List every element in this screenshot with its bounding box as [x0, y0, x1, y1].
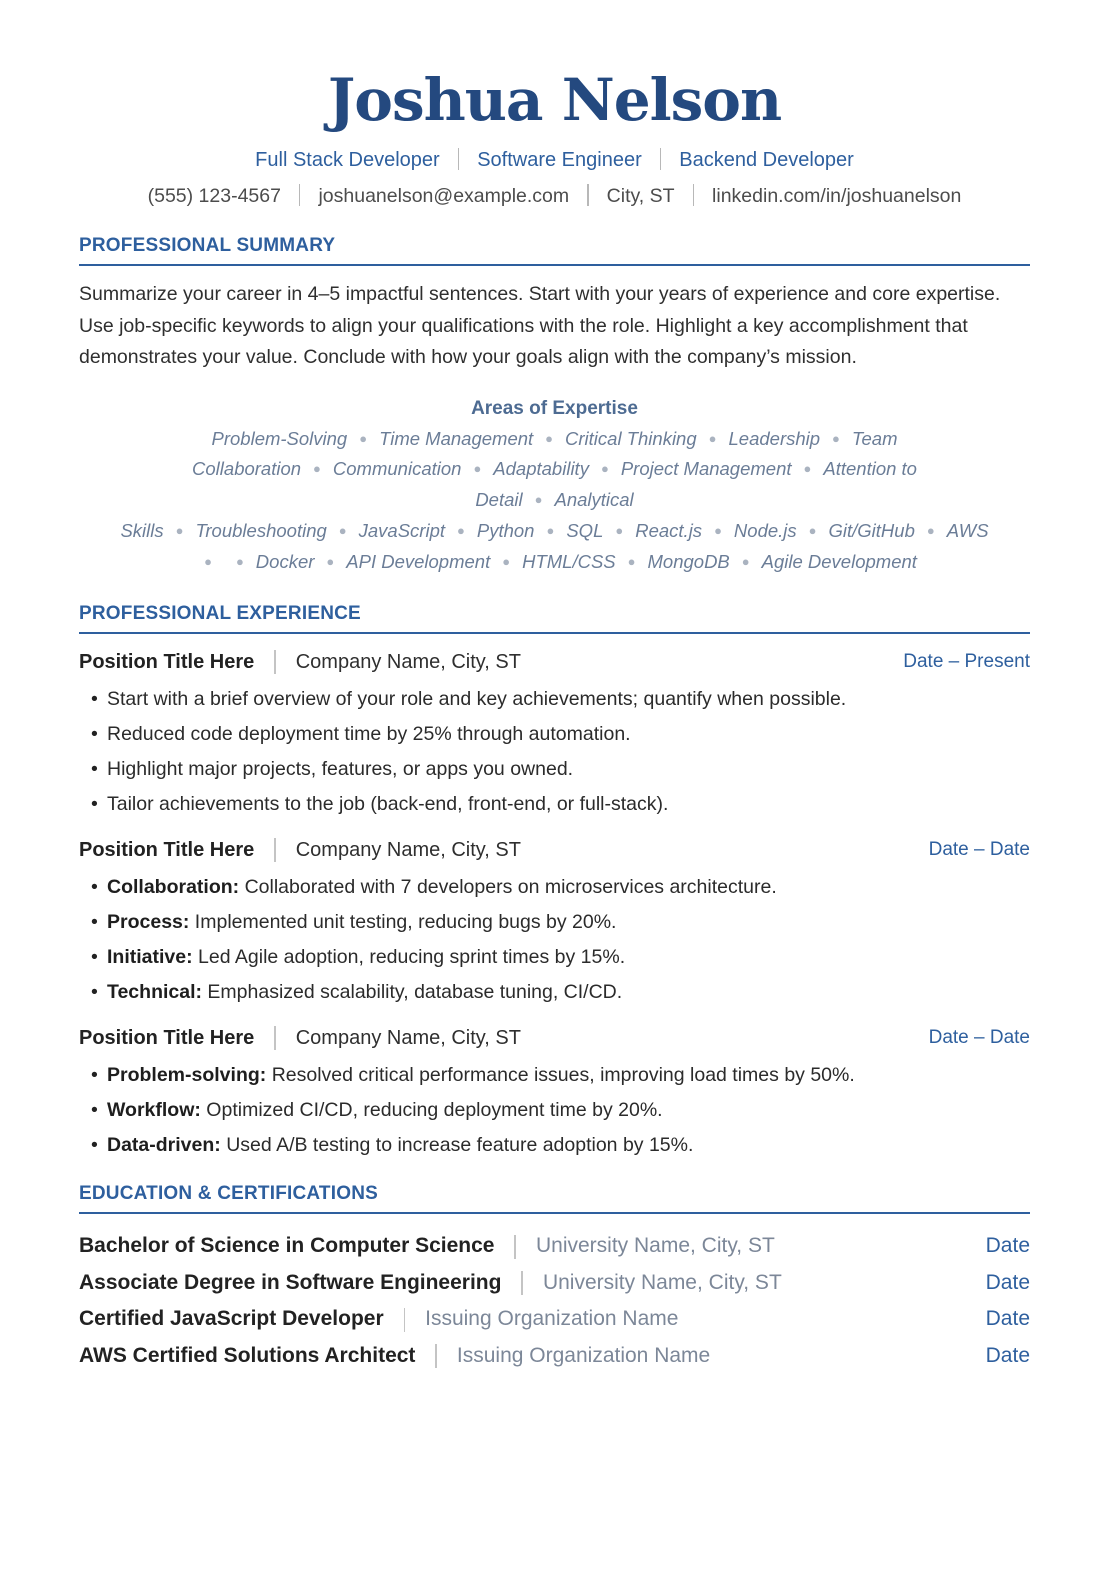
job-bullet: [79, 787, 1030, 822]
bullet-label: Workflow:: [107, 1099, 201, 1122]
bullet-text: Tailor achievements to the job (back-end, front-end, or full-stack).: [107, 793, 669, 816]
education-degree: AWS Certified Solutions Architect: [79, 1343, 416, 1367]
bullet-label: Data-driven:: [107, 1134, 221, 1157]
expertise-line: [79, 516, 1030, 547]
bullet-text: Highlight major projects, features, or apps you owned.: [107, 758, 574, 781]
expertise-item: Docker: [255, 550, 315, 572]
expertise-item: Python: [476, 519, 535, 541]
divider: [299, 184, 301, 206]
expertise-item: AWS: [946, 519, 989, 541]
expertise-item: Attention to: [823, 458, 917, 480]
bullet-separator: ●: [204, 553, 212, 569]
bullet-separator: ●: [534, 492, 543, 508]
bullet-separator: ●: [808, 522, 817, 538]
section-heading-education: EDUCATION & CERTIFICATIONS: [79, 1183, 1030, 1214]
job-bullet: [79, 905, 1030, 940]
job-header: [79, 648, 1030, 676]
bullet-text: Led Agile adoption, reducing sprint times by 15%.: [192, 946, 626, 969]
expertise-item: Agile Development: [761, 550, 917, 572]
summary-text: Summarize your career in 4–5 impactful sentences. Start with your years of experience and core expertise. Use job-specific keywords to align your qualifications with the role. Highlight a key accomplishment that demonstrates your value. Conclude with how your goals align with the company’s mission.: [79, 283, 1001, 368]
bullet-separator: ●: [803, 461, 812, 477]
expertise-item: SQL: [566, 519, 604, 541]
education-entry: [79, 1265, 1030, 1302]
bullet-separator: ●: [175, 522, 184, 538]
divider: [458, 148, 460, 170]
bullet-separator: ●: [473, 461, 482, 477]
job-bullets: [79, 682, 1030, 822]
expertise-item: JavaScript: [358, 519, 446, 541]
divider: [435, 1344, 437, 1368]
email-address[interactable]: joshuanelson@example.com: [318, 185, 570, 207]
education-date: Date: [985, 1343, 1030, 1367]
linkedin-link[interactable]: linkedin.com/in/joshuanelson: [712, 185, 962, 207]
bullet-separator: ●: [600, 461, 609, 477]
job-entry: [79, 648, 1030, 822]
divider: [274, 1026, 276, 1050]
expertise-item: Troubleshooting: [195, 519, 327, 541]
expertise-line: [79, 454, 1030, 485]
job-bullet: [79, 975, 1030, 1010]
job-entry: [79, 836, 1030, 1010]
job-titles: [79, 146, 1030, 174]
bullet-text: Emphasized scalability, database tuning, CI/CD.: [202, 981, 623, 1004]
bullet-separator: ●: [741, 553, 750, 569]
expertise-item: Communication: [332, 458, 462, 480]
expertise-item: API Development: [346, 550, 491, 572]
company-name: Company Name, City, ST: [295, 839, 521, 862]
expertise-item: Node.js: [733, 519, 797, 541]
expertise-item: MongoDB: [647, 550, 730, 572]
candidate-name: Joshua Nelson: [327, 66, 782, 134]
job-bullet: [79, 940, 1030, 975]
education-school: Issuing Organization Name: [456, 1343, 711, 1367]
bullet-label: Problem-solving:: [107, 1064, 267, 1087]
bullet-text: Start with a brief overview of your role and key achievements; quantify when possible.: [107, 688, 847, 711]
section-heading-experience: PROFESSIONAL EXPERIENCE: [79, 603, 1030, 634]
divider: [514, 1235, 516, 1259]
education-date: Date: [985, 1234, 1030, 1258]
expertise-item: Team: [851, 427, 898, 449]
bullet-separator: ●: [714, 522, 722, 538]
expertise-item: Problem-Solving: [211, 427, 348, 449]
education-entry: [79, 1228, 1030, 1265]
expertise-heading: Areas of Expertise: [471, 397, 638, 419]
bullet-separator: ●: [832, 430, 840, 446]
job-bullet: [79, 870, 1030, 905]
expertise-list: [79, 424, 1030, 578]
location: City, ST: [606, 185, 675, 207]
divider: [587, 184, 589, 206]
bullet-separator: ●: [457, 522, 465, 538]
bullet-separator: ●: [615, 522, 624, 538]
job-header: [79, 1024, 1030, 1052]
contact-info: [79, 182, 1030, 210]
bullet-separator: ●: [235, 553, 244, 569]
job-bullet: [79, 752, 1030, 787]
company-name: Company Name, City, ST: [295, 1027, 521, 1050]
company-name: Company Name, City, ST: [295, 651, 521, 674]
job-bullet: [79, 682, 1030, 717]
section-heading-summary: PROFESSIONAL SUMMARY: [79, 235, 1030, 266]
expertise-line: [79, 424, 1030, 455]
divider: [274, 838, 276, 862]
education-entry: [79, 1301, 1030, 1338]
job-bullet: [79, 717, 1030, 752]
job-bullets: [79, 870, 1030, 1010]
phone-number: (555) 123-4567: [147, 185, 281, 207]
expertise-item: Collaboration: [192, 458, 302, 480]
bullet-label: Initiative:: [107, 946, 193, 969]
expertise-item: Adaptability: [493, 458, 589, 480]
divider: [274, 650, 276, 674]
bullet-label: Technical:: [107, 981, 202, 1004]
job-bullet: [79, 1093, 1030, 1128]
divider: [404, 1308, 406, 1332]
bullet-text: Optimized CI/CD, reducing deployment time by 20%.: [200, 1099, 663, 1122]
bullet-separator: ●: [313, 461, 321, 477]
bullet-text: Used A/B testing to increase feature adoption by 15%.: [220, 1134, 694, 1157]
job-bullets: [79, 1058, 1030, 1163]
bullet-separator: ●: [627, 553, 636, 569]
expertise-item: Git/GitHub: [828, 519, 915, 541]
job-date: Date – Date: [928, 839, 1030, 861]
job-title: Position Title Here: [79, 839, 255, 862]
job-entry: [79, 1024, 1030, 1163]
education-school: University Name, City, ST: [535, 1234, 775, 1258]
education-school: Issuing Organization Name: [425, 1307, 679, 1331]
expertise-item: Analytical: [554, 489, 634, 511]
job-title-3: Backend Developer: [679, 149, 854, 171]
job-title: Position Title Here: [79, 1027, 255, 1050]
education-school: University Name, City, ST: [542, 1270, 782, 1294]
bullet-separator: ●: [546, 522, 555, 538]
job-bullet: [79, 1128, 1030, 1163]
bullet-separator: ●: [926, 522, 935, 538]
education-degree: Certified JavaScript Developer: [79, 1307, 384, 1331]
job-date: Date – Date: [928, 1027, 1030, 1049]
expertise-item: Critical Thinking: [565, 427, 697, 449]
job-bullet: [79, 1058, 1030, 1093]
expertise-line: [79, 547, 1030, 578]
job-title-1: Full Stack Developer: [255, 149, 440, 171]
education-degree: Associate Degree in Software Engineering: [79, 1270, 502, 1294]
divider: [660, 148, 662, 170]
expertise-item: HTML/CSS: [522, 550, 616, 572]
bullet-separator: ●: [338, 522, 347, 538]
job-date: Date – Present: [903, 651, 1030, 673]
bullet-label: Collaboration:: [107, 876, 240, 899]
expertise-item: Leadership: [728, 427, 821, 449]
expertise-line: [79, 485, 1030, 516]
bullet-separator: ●: [708, 430, 717, 446]
bullet-text: Resolved critical performance issues, improving load times by 50%.: [266, 1064, 855, 1087]
expertise-item: Detail: [475, 489, 523, 511]
divider: [521, 1271, 523, 1295]
bullet-label: Process:: [107, 911, 190, 934]
education-date: Date: [985, 1307, 1030, 1331]
education-entry: [79, 1338, 1030, 1375]
education-list: [79, 1228, 1030, 1374]
bullet-text: Collaborated with 7 developers on microservices architecture.: [239, 876, 777, 899]
expertise-item: React.js: [635, 519, 703, 541]
job-header: [79, 836, 1030, 864]
experience-list: [79, 648, 1030, 1163]
bullet-separator: ●: [359, 430, 368, 446]
expertise-item: Time Management: [379, 427, 534, 449]
bullet-text: Implemented unit testing, reducing bugs by 20%.: [189, 911, 617, 934]
expertise-item: Project Management: [620, 458, 792, 480]
job-title-2: Software Engineer: [477, 149, 642, 171]
divider: [693, 184, 695, 206]
bullet-separator: ●: [326, 553, 335, 569]
education-date: Date: [985, 1270, 1030, 1294]
expertise-item: Skills: [120, 519, 164, 541]
bullet-text: Reduced code deployment time by 25% through automation.: [107, 723, 631, 746]
education-degree: Bachelor of Science in Computer Science: [79, 1234, 495, 1258]
job-title: Position Title Here: [79, 651, 255, 674]
bullet-separator: ●: [545, 430, 554, 446]
bullet-separator: ●: [502, 553, 511, 569]
